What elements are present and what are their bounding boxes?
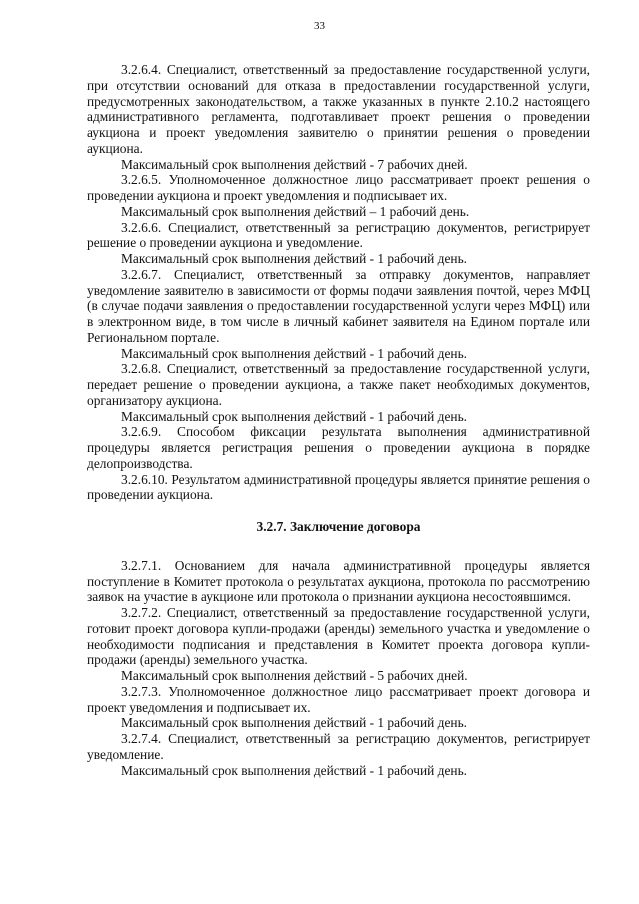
paragraph-deadline: Максимальный срок выполнения действий – 1 рабочий день. (121, 203, 470, 219)
document-body (87, 62, 590, 778)
paragraph-deadline: Максимальный срок выполнения действий - 1 рабочий день. (121, 251, 468, 266)
paragraph-deadline: Максимальный срок выполнения действий - 1 рабочий день. (121, 345, 468, 361)
paragraph-3-2-6-7: 3.2.6.7. Специалист, ответственный за отправку документов, направляет уведомление заявителю в зависимости от формы подачи заявления почтой, через МФЦ (в случае подачи заявления о предоставлении государственной услуги через МФЦ) или в электронном виде, в том числе в личный кабинет заявителя на Едином портале или Региональном портале. (87, 266, 590, 345)
paragraph-3-2-6-6: 3.2.6.6. Специалист, ответственный за регистрацию документов, регистрирует решение о проведении аукциона и уведомление. (87, 219, 590, 251)
paragraph-deadline: Максимальный срок выполнения действий - 5 рабочих дней. (121, 668, 468, 683)
paragraph-3-2-7-1: 3.2.7.1. Основанием для начала административной процедуры является поступление в Комитет протокола о результатах аукциона, протокола по рассмотрению заявок на участие в аукционе или протокола о признании аукциона несостоявшимся. (87, 557, 590, 605)
paragraph-3-2-6-10: 3.2.6.10. Результатом административной процедуры является принятие решения о проведении аукциона. (87, 471, 590, 503)
paragraph-deadline: Максимальный срок выполнения действий - 1 рабочий день. (121, 408, 468, 424)
paragraph-deadline: Максимальный срок выполнения действий - 1 рабочий день. (121, 762, 468, 778)
paragraph-3-2-7-4: 3.2.7.4. Специалист, ответственный за регистрацию документов, регистрирует уведомление. (87, 731, 590, 762)
paragraph-3-2-6-4: 3.2.6.4. Специалист, ответственный за предоставление государственной услуги, при отсутствии оснований для отказа в предоставлении государственной услуги, предусмотренных законодательством, а также указанных в пункте 2.10.2 настоящего административного регламента, подготавливает проект решения о проведении аукциона и проект уведомления заявителю о принятии решения о проведении аукциона. (87, 62, 590, 156)
paragraph-3-2-6-8: 3.2.6.8. Специалист, ответственный за предоставление государственной услуги, передает решение о проведении аукциона, а также пакет необходимых документов, организатору аукциона. (87, 361, 590, 408)
section-heading: 3.2.7. Заключение договора (256, 519, 421, 534)
paragraph-3-2-7-2: 3.2.7.2. Специалист, ответственный за предоставление государственной услуги, готовит проект договора купли-продажи (аренды) земельного участка и уведомление о необходимости подписания и представления в Комитет проекта договора купли-продажи (аренды) земельного участка. (87, 605, 590, 668)
page-number: 33 (314, 20, 325, 32)
paragraph-3-2-7-3: 3.2.7.3. Уполномоченное должностное лицо рассматривает проект договора и проект уведомления и подписывает их. (87, 683, 590, 715)
paragraph-3-2-6-5: 3.2.6.5. Уполномоченное должностное лицо рассматривает проект решения о проведении аукциона и проект уведомления и подписывает их. (87, 172, 590, 203)
paragraph-deadline: Максимальный срок выполнения действий - 1 рабочий день. (121, 715, 468, 731)
paragraph-deadline: Максимальный срок выполнения действий - 7 рабочих дней. (121, 156, 468, 172)
paragraph-3-2-6-9: 3.2.6.9. Способом фиксации результата выполнения административной процедуры является регистрация решения о проведении аукциона в порядке делопроизводства. (87, 424, 590, 471)
